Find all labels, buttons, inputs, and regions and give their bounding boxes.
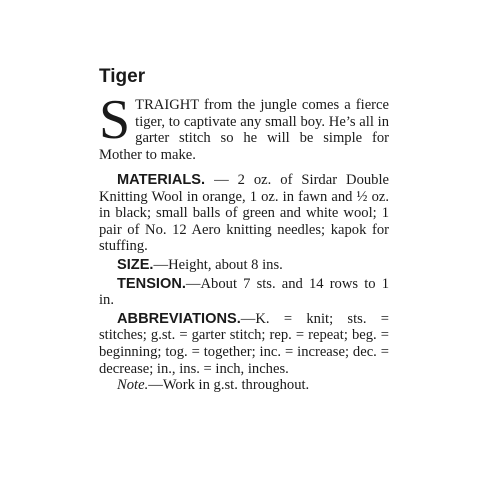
note-label: Note. [117, 377, 149, 394]
abbreviations-text: —K. = knit; sts. = stitches; g.st. = garter stitch; rep. = repeat; beg. = beginning; tog. = together; inc. = increase; dec. = decrease; in., ins. = inch, inches. [99, 310, 389, 377]
knitting-pattern [99, 66, 389, 394]
drop-cap: S [99, 89, 131, 151]
materials-text: — 2 oz. of Sirdar Double Knitting Wool in orange, 1 oz. in fawn and ½ oz. in black; small balls of green and white wool; 1 pair of No. 12 Aero knitting needles; kapok for stuffing. [99, 172, 389, 255]
tension-heading: TENSION. [117, 275, 186, 292]
tension-section [99, 276, 389, 309]
size-section [99, 257, 389, 274]
pattern-title: Tiger [99, 66, 146, 87]
abbreviations-heading: ABBREVIATIONS. [117, 310, 241, 327]
intro-text: TRAIGHT from the jungle comes a fierce tiger, to captivate any small boy. He’s all in garter stitch so he will be simple for Mother to make. [99, 97, 389, 163]
size-text: —Height, about 8 ins. [153, 256, 283, 273]
abbreviations-section [99, 311, 389, 377]
tension-text: —About 7 sts. and 14 rows to 1 in. [99, 275, 389, 309]
intro-paragraph [99, 89, 389, 163]
note-section [99, 377, 389, 394]
note-text: —Work in g.st. throughout. [148, 377, 310, 394]
materials-section [99, 172, 389, 255]
materials-heading: MATERIALS. [117, 172, 206, 188]
size-heading: SIZE. [117, 256, 154, 273]
